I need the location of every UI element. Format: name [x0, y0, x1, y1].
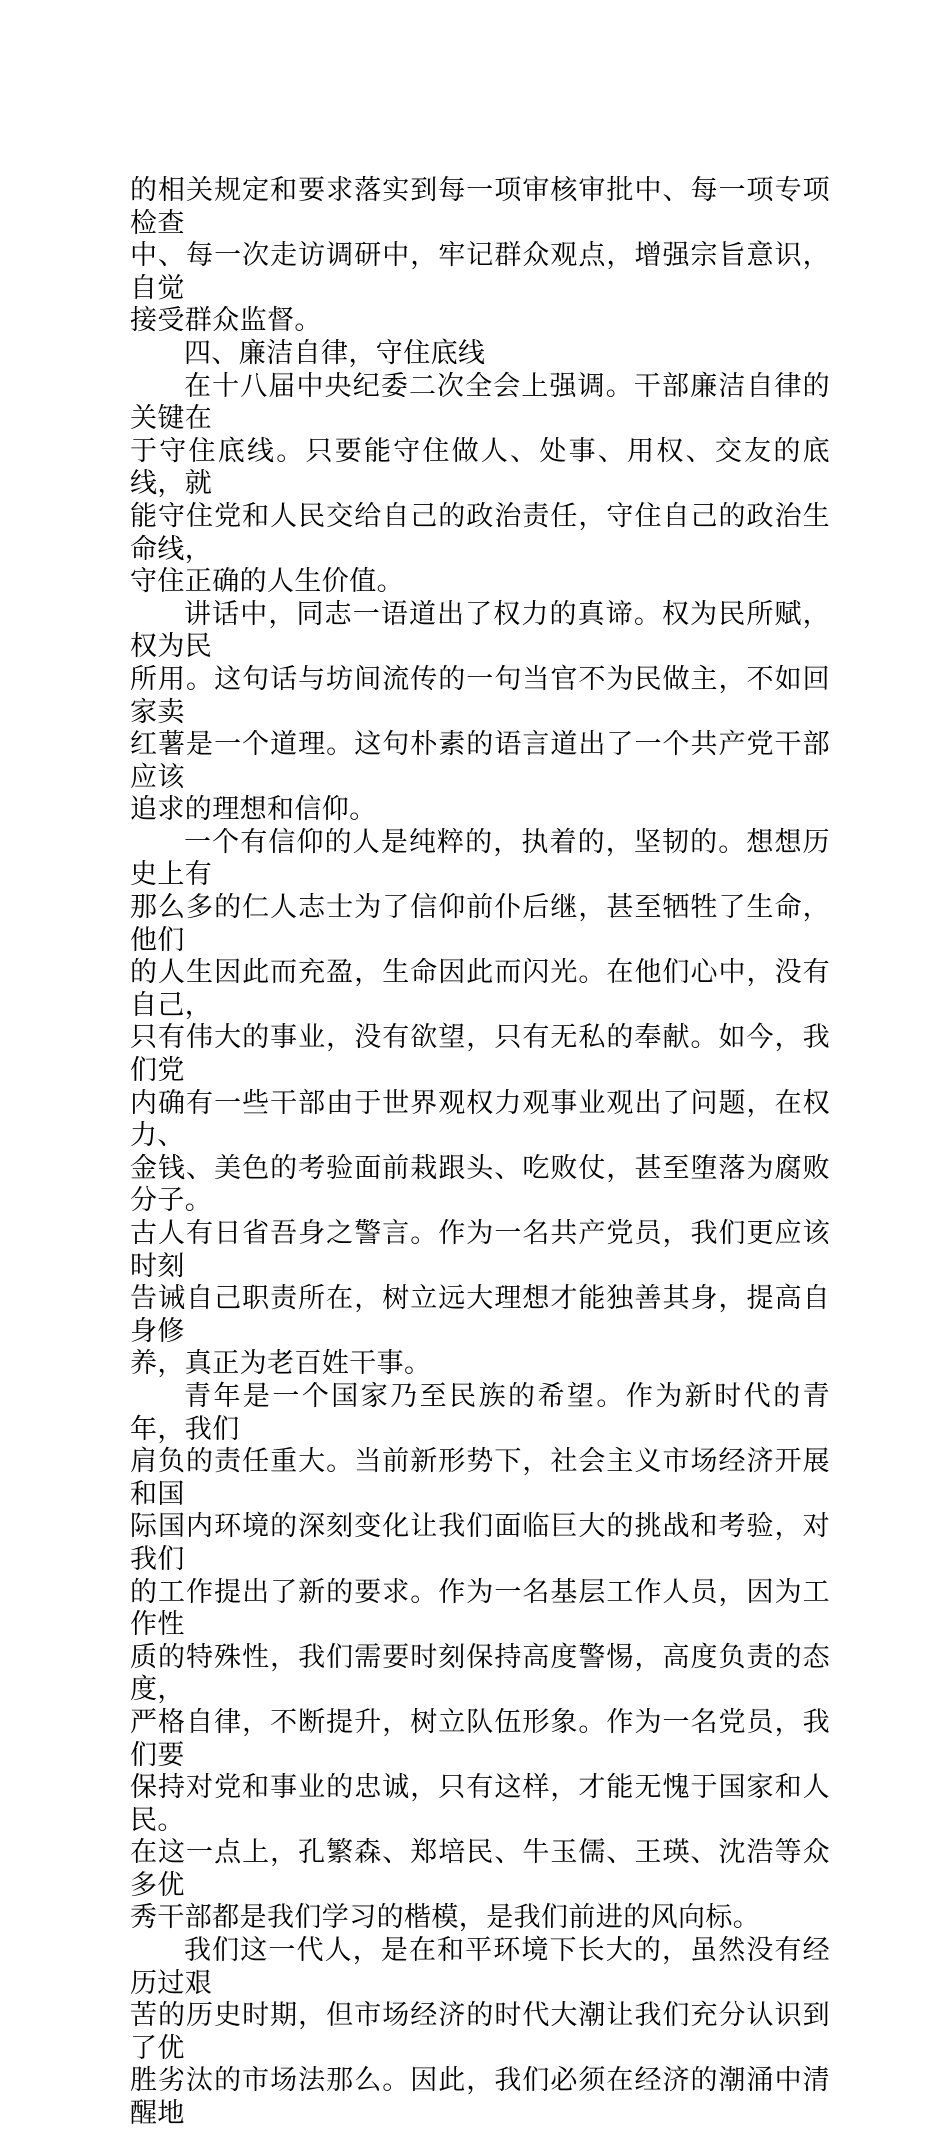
text-line: 的工作提出了新的要求。作为一名基层工作人员，因为工作性 — [130, 1576, 830, 1641]
text-line: 中、每一次走访调研中，牢记群众观点，增强宗旨意识，自觉 — [130, 240, 830, 304]
text-line: 古人有日省吾身之警言。作为一名共产党员，我们更应该时刻 — [130, 1218, 830, 1282]
paragraph — [130, 1381, 830, 1935]
text-line: 在这一点上，孔繁森、郑培民、牛玉儒、王瑛、沈浩等众多优 — [130, 1837, 830, 1901]
text-line: 我们这一代人，是在和平环境下长大的，虽然没有经历过艰 — [130, 1935, 830, 1999]
text-line: 告诫自己职责所在，树立远大理想才能独善其身，提高自身修 — [130, 1283, 830, 1347]
heading-text: 四、廉洁自律，守住底线 — [184, 337, 486, 369]
text-line: 于守住底线。只要能守住做人、处事、用权、交友的底线，就 — [130, 435, 830, 500]
text-line: 在十八届中央纪委二次全会上强调。干部廉洁自律的关键在 — [130, 370, 830, 435]
text-line: 金钱、美色的考验面前栽跟头、吃败仗，甚至堕落为腐败分子。 — [130, 1152, 830, 1217]
text-line: 苦的历史时期，但市场经济的时代大潮让我们充分认识到了优 — [130, 2000, 830, 2064]
text-line: 追求的理想和信仰。 — [130, 794, 377, 826]
text-line: 能守住党和人民交给自己的政治责任，守住自己的政治生命线， — [130, 500, 830, 565]
text-line: 质的特殊性，我们需要时刻保持高度警惕，高度负责的态度， — [130, 1641, 830, 1706]
text-line: 的相关规定和要求落实到每一项审核审批中、每一项专项检查 — [130, 175, 830, 239]
text-line: 严格自律，不断提升，树立队伍形象。作为一名党员，我们要 — [130, 1706, 830, 1771]
text-line: 胜劣汰的市场法那么。因此，我们必须在经济的潮涌中清醒地 — [130, 2065, 830, 2130]
text-line: 际国内环境的深刻变化让我们面临巨大的挑战和考验，对我们 — [130, 1511, 830, 1575]
text-line: 接受群众监督。 — [130, 305, 322, 337]
text-line: 红薯是一个道理。这句朴素的语言道出了一个共产党干部应该 — [130, 729, 830, 793]
text-line: 那么多的仁人志士为了信仰前仆后继，甚至牺牲了生命，他们 — [130, 892, 830, 956]
text-line: 青年是一个国家乃至民族的希望。作为新时代的青年，我们 — [130, 1380, 830, 1445]
paragraph — [130, 1935, 830, 2131]
text-line: 肩负的责任重大。当前新形势下，社会主义市场经济开展和国 — [130, 1446, 830, 1510]
paragraph-continuation — [130, 175, 830, 338]
paragraph — [130, 599, 830, 827]
text-line: 养，真正为老百姓干事。 — [130, 1348, 432, 1380]
section-heading — [130, 338, 830, 371]
document-body — [130, 175, 830, 2131]
paragraph — [130, 371, 830, 599]
text-line: 所用。这句话与坊间流传的一句当官不为民做主，不如回家卖 — [130, 663, 830, 728]
text-line: 的人生因此而充盈，生命因此而闪光。在他们心中，没有自己， — [130, 957, 830, 1021]
text-line: 讲话中，同志一语道出了权力的真谛。权为民所赋，权为民 — [130, 598, 830, 663]
paragraph — [130, 827, 830, 1381]
text-line: 保持对党和事业的忠诚，只有这样，才能无愧于国家和人民。 — [130, 1772, 830, 1836]
text-line: 只有伟大的事业，没有欲望，只有无私的奉献。如今，我们党 — [130, 1022, 830, 1087]
text-line: 内确有一些干部由于世界观权力观事业观出了问题，在权力、 — [130, 1087, 830, 1152]
text-line: 一个有信仰的人是纯粹的，执着的，坚韧的。想想历史上有 — [130, 826, 830, 891]
text-line: 守住正确的人生价值。 — [130, 566, 404, 598]
text-line: 秀干部都是我们学习的楷模，是我们前进的风向标。 — [130, 1902, 761, 1934]
